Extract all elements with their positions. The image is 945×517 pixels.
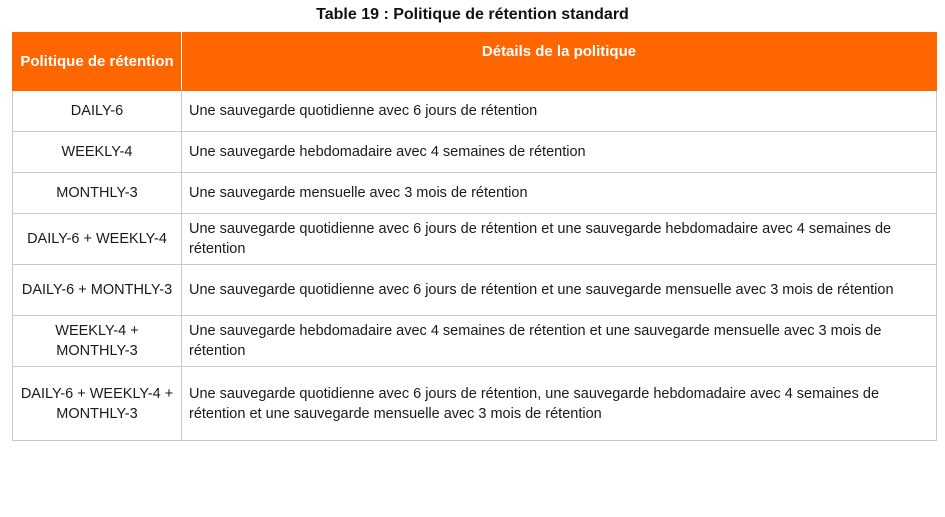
policy-name-cell: DAILY-6 [13,91,182,132]
policy-details-cell: Une sauvegarde hebdomadaire avec 4 semaines de rétention et une sauvegarde mensuelle avec 3 mois de rétention [182,316,937,367]
policy-name-cell: MONTHLY-3 [13,173,182,214]
table-row [13,316,937,367]
policy-name-cell: WEEKLY-4 [13,132,182,173]
header-policy: Politique de rétention [13,33,182,91]
policy-details-cell: Une sauvegarde quotidienne avec 6 jours de rétention et une sauvegarde hebdomadaire avec 4 semaines de rétention [182,214,937,265]
retention-policy-table [12,32,937,441]
policy-details-cell: Une sauvegarde quotidienne avec 6 jours de rétention, une sauvegarde hebdomadaire avec 4 semaines de rétention et une sauvegarde mensuelle avec 3 mois de rétention [182,367,937,441]
table-caption: Table 19 : Politique de rétention standard [316,6,629,23]
table-row [13,91,937,132]
table-row [13,265,937,316]
policy-name-cell: DAILY-6 + MONTHLY-3 [13,265,182,316]
policy-name-cell: DAILY-6 + WEEKLY-4 [13,214,182,265]
table-row [13,214,937,265]
header-details: Détails de la politique [182,33,937,91]
policy-details-cell: Une sauvegarde mensuelle avec 3 mois de rétention [182,173,937,214]
policy-details-cell: Une sauvegarde hebdomadaire avec 4 semaines de rétention [182,132,937,173]
policy-name-cell: WEEKLY-4 + MONTHLY-3 [13,316,182,367]
table-row [13,367,937,441]
policy-details-cell: Une sauvegarde quotidienne avec 6 jours de rétention et une sauvegarde mensuelle avec 3 mois de rétention [182,265,937,316]
table-row [13,173,937,214]
table-row [13,132,937,173]
table-header-row [13,33,937,91]
policy-details-cell: Une sauvegarde quotidienne avec 6 jours de rétention [182,91,937,132]
policy-name-cell: DAILY-6 + WEEKLY-4 + MONTHLY-3 [13,367,182,441]
